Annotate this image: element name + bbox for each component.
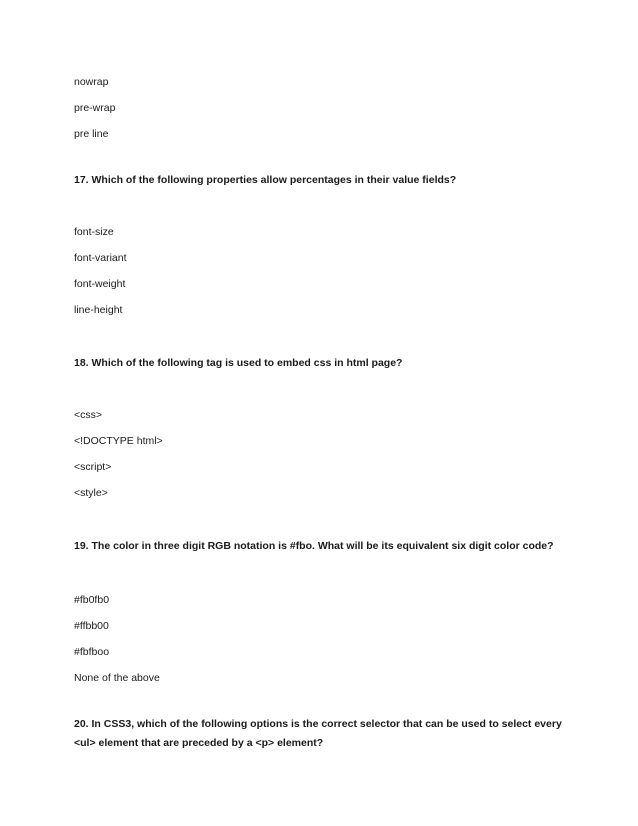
question-20-line-2: <ul> element that are preceded by a <p> element?: [74, 737, 324, 749]
question-19: 19. The color in three digit RGB notation is #fbo. What will be its equivalent six digit color code?: [74, 540, 554, 552]
q17-option-a: font-size: [74, 226, 114, 238]
option-nowrap: nowrap: [74, 76, 109, 88]
option-pre-line: pre line: [74, 128, 109, 140]
q18-option-a: <css>: [74, 409, 103, 421]
q19-option-a: #fb0fb0: [74, 594, 110, 606]
q19-option-d: None of the above: [74, 672, 160, 684]
q19-option-c: #fbfboo: [74, 646, 110, 658]
q17-option-b: font-variant: [74, 252, 127, 264]
question-18: 18. Which of the following tag is used to embed css in html page?: [74, 357, 403, 369]
q18-option-b: <!DOCTYPE html>: [74, 435, 163, 447]
option-pre-wrap: pre-wrap: [74, 102, 116, 114]
q18-option-d: <style>: [74, 487, 108, 499]
q17-option-d: line-height: [74, 304, 123, 316]
question-17: 17. Which of the following properties allow percentages in their value fields?: [74, 174, 457, 186]
q19-option-b: #ffbb00: [74, 620, 109, 632]
q17-option-c: font-weight: [74, 278, 126, 290]
q18-option-c: <script>: [74, 461, 112, 473]
question-20-line-1: 20. In CSS3, which of the following options is the correct selector that can be used to select every: [74, 718, 562, 730]
